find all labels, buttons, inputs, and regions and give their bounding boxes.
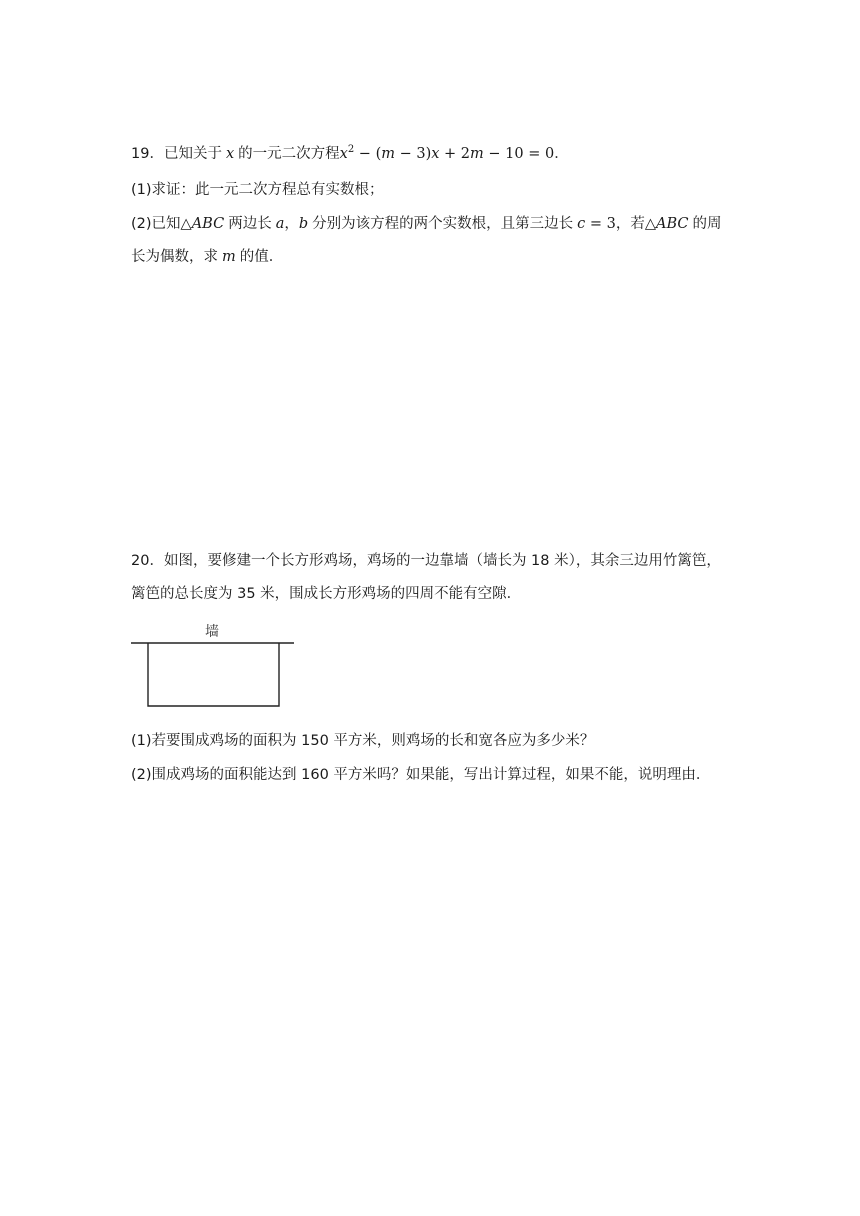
- triangle-name: ABC: [656, 216, 689, 232]
- stem-text: ．: [554, 146, 569, 162]
- part-text: (2)已知△: [131, 216, 192, 232]
- part-text: 两边长: [228, 216, 272, 232]
- part-text: 的周: [692, 216, 722, 232]
- triangle-name: ABC: [191, 216, 225, 232]
- variable-b: b: [298, 216, 309, 232]
- part-text: ，若△: [615, 216, 657, 232]
- question-20-stem: 20．如图，要修建一个长方形鸡场，鸡场的一边靠墙（墙长为 18 米），其余三边用竹篱笆，: [131, 553, 721, 569]
- question-19-part-1: (1)求证：此一元二次方程总有实数根；: [131, 182, 384, 198]
- question-20-part-2: (2)围成鸡场的面积能达到 160 平方米吗？如果能，写出计算过程，如果不能，说明理由．: [131, 767, 711, 783]
- quadratic-equation: $x^2 - (m - 3)x + 2m - 10 = 0$: [339, 144, 555, 162]
- c-equation: c = 3: [577, 216, 616, 232]
- question-20-part-1: (1)若要围成鸡场的面积为 150 平方米，则鸡场的长和宽各应为多少米？: [131, 733, 595, 749]
- question-19-part-2-cont: [131, 247, 283, 267]
- question-19-part-2: [131, 214, 722, 234]
- part-text: 长为偶数，求: [131, 249, 218, 265]
- stem-text: 已知关于: [163, 146, 222, 162]
- part-text: 的值．: [239, 249, 284, 265]
- question-number: 19．: [131, 146, 164, 162]
- stem-text: 的一元二次方程: [238, 146, 340, 162]
- variable-x: x: [225, 146, 235, 162]
- wall-label: 墙: [205, 624, 219, 640]
- question-19-stem: [131, 144, 569, 164]
- fence-rectangle: [148, 643, 279, 706]
- part-text: ，: [284, 216, 299, 232]
- variable-a: a: [275, 216, 285, 232]
- question-20-stem-cont: 篱笆的总长度为 35 米，围成长方形鸡场的四周不能有空隙．: [131, 586, 522, 602]
- variable-m: m: [222, 249, 236, 265]
- chicken-coop-figure: [128, 618, 298, 713]
- part-text: 分别为该方程的两个实数根，且第三边长: [312, 216, 574, 232]
